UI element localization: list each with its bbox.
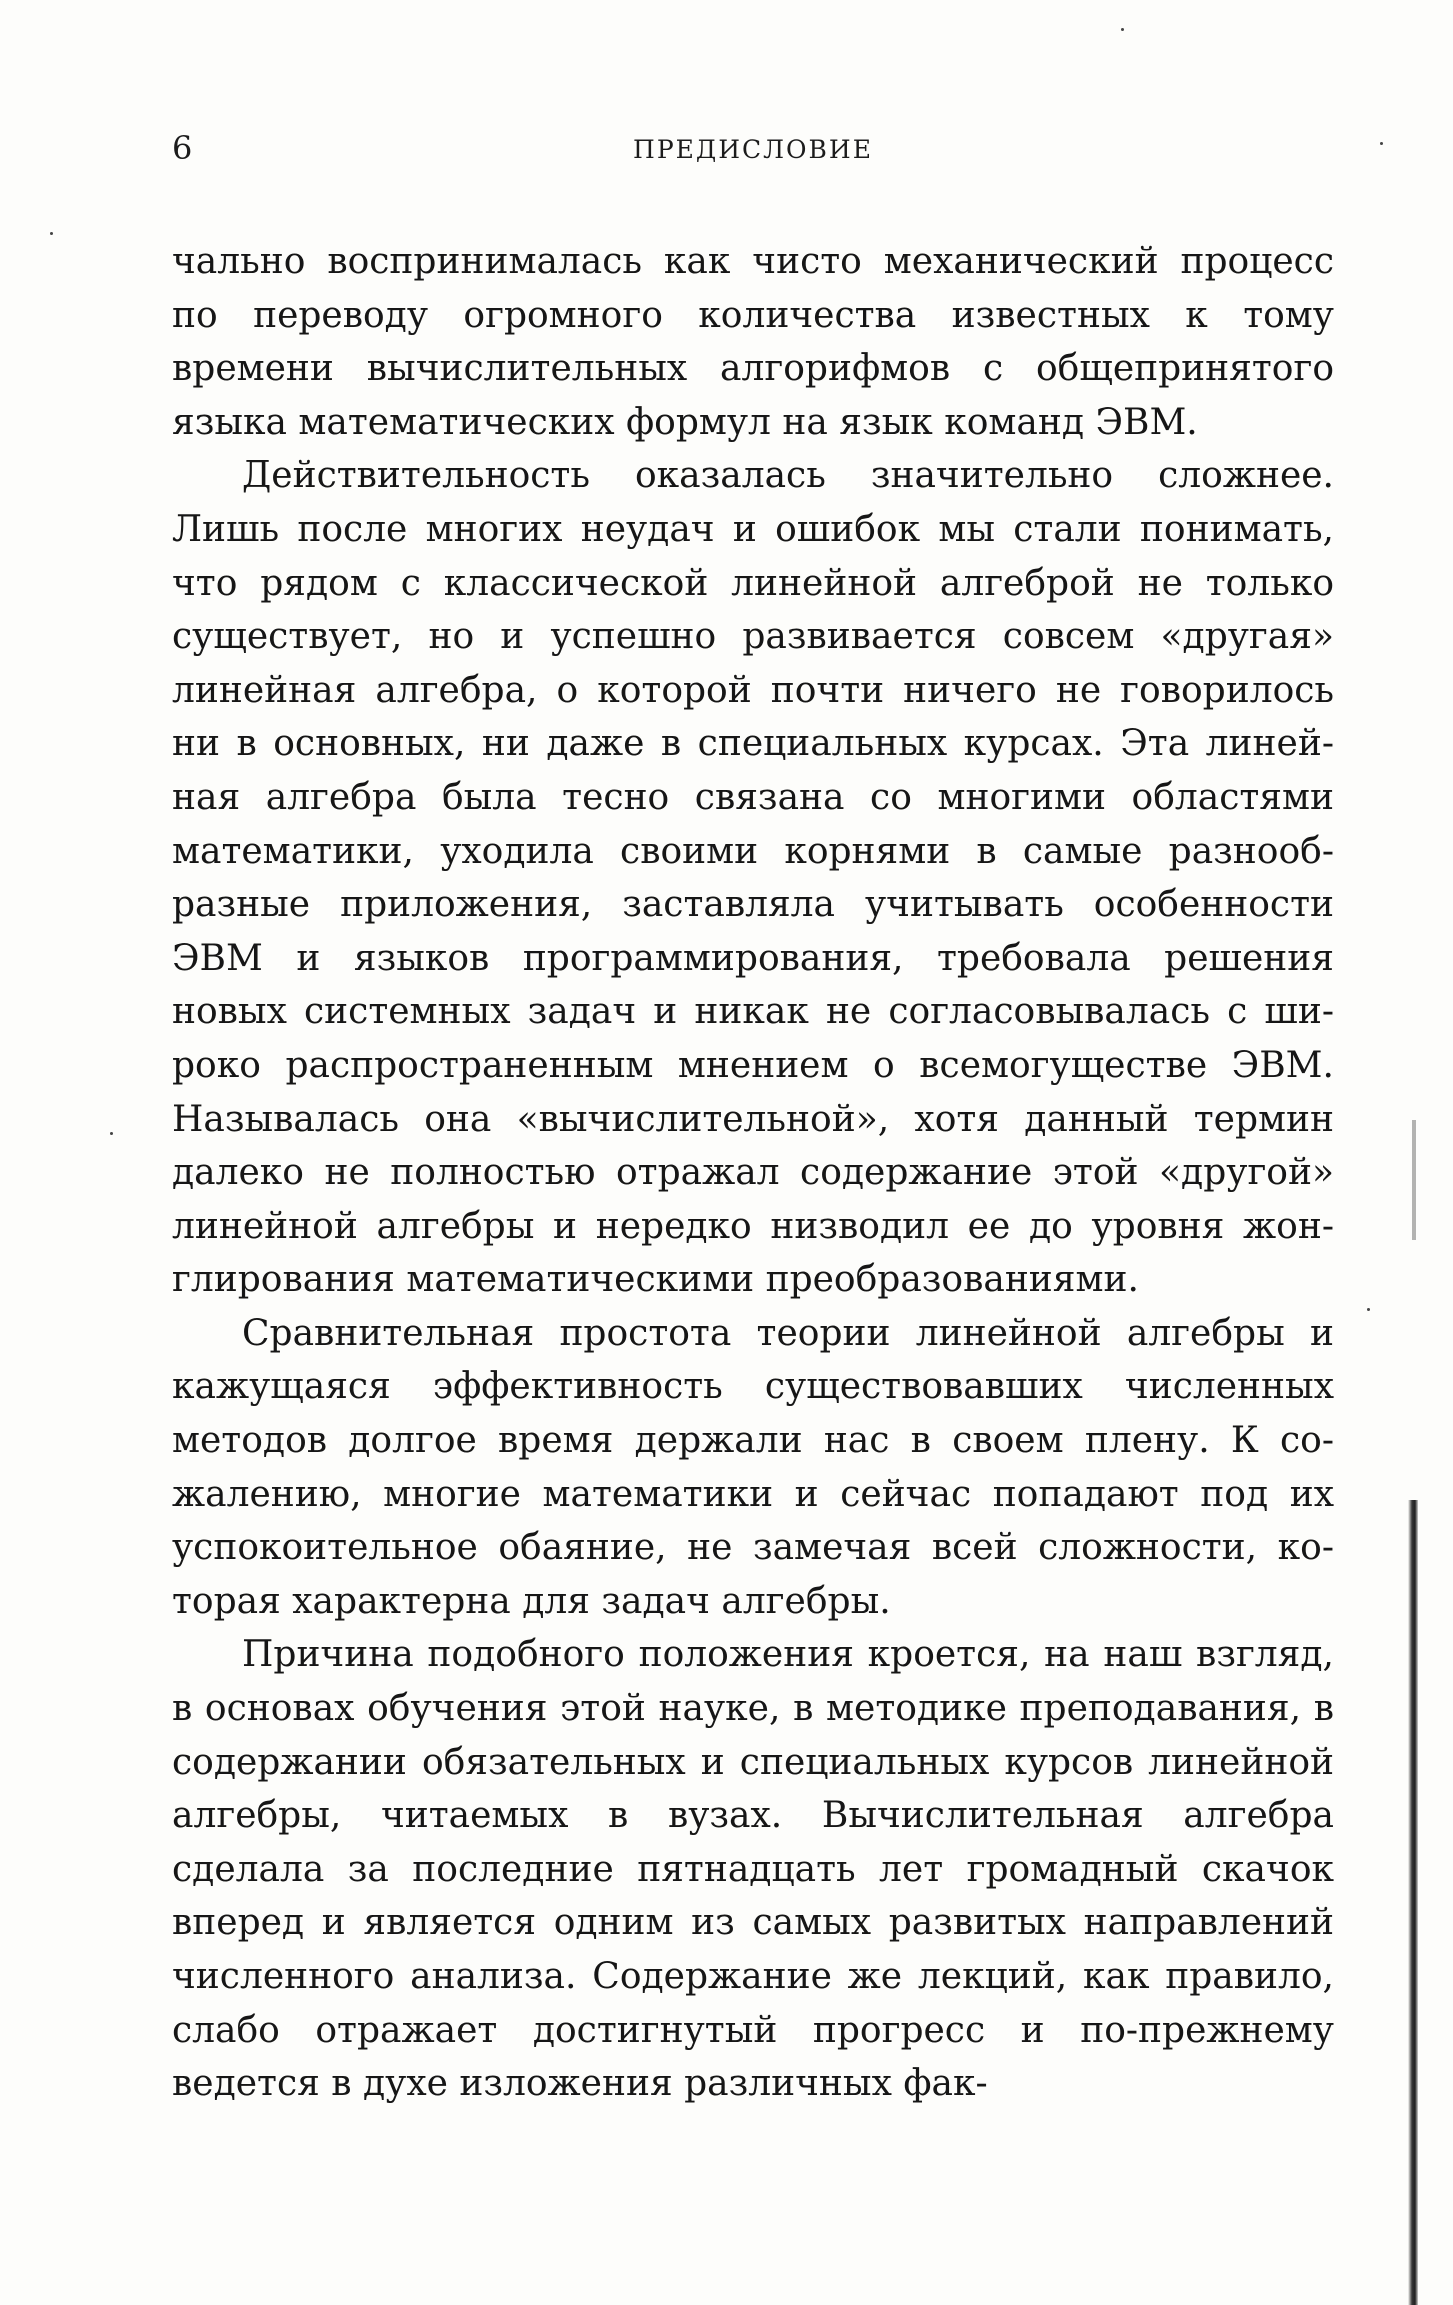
scan-speck <box>110 1132 113 1135</box>
scan-edge-shadow-upper <box>1412 1120 1416 1240</box>
running-title: ПРЕДИСЛОВИЕ <box>633 135 873 164</box>
paragraph-reality: Действительность оказалась значительно сложнее. Лишь после многих неудач и ошибок мы стали понимать, что рядом с классической линейной алгеброй не только существует, но и успешно развивается совсем «другая» линейная алгебра, о которой почти ничего не говорилось ни в основных, ни даже в специальных курсах. Эта линейная алгебра была тесно связана со многими областями математики, уходила своими корнями в самые разнообразные приложения, заставляла учитывать особенности ЭВМ и языков программирования, требовала решения новых системных задач и никак не согласовывалась с широко распространенным мнением о всемогуществе ЭВМ. Называлась она «вычислительной», хотя данный термин далеко не полностью отражал содержание этой «другой» линейной алгебры и нередко низводил ее до уровня жонглирования математическими преобразованиями. <box>172 455 1334 1301</box>
scan-speck <box>1121 28 1124 31</box>
body-text <box>172 235 1334 2111</box>
scan-edge-shadow <box>1408 1500 1418 2305</box>
scan-speck <box>1380 142 1383 145</box>
page-number: 6 <box>172 129 193 167</box>
scan-speck <box>1367 1308 1370 1311</box>
paragraph-continuation: чально воспринималась как чисто механический процесс по переводу огромного количества известных к тому времени вычислительных алгорифмов с общепринятого языка математических формул на язык команд ЭВМ. <box>172 241 1334 443</box>
paragraph-simplicity: Сравнительная простота теории линейной алгебры и кажущаяся эффективность существовавших численных методов долгое время держали нас в своем плену. К сожалению, многие математики и сейчас попадают под их успокоительное обаяние, не замечая всей сложности, которая характерна для задач алгебры. <box>172 1312 1334 1622</box>
scan-speck <box>50 232 53 235</box>
paragraph-reason: Причина подобного положения кроется, на наш взгляд, в основах обучения этой науке, в методике преподавания, в содержании обязательных и специальных курсов линейной алгебры, читаемых в вузах. Вычислительная алгебра сделала за последние пятнадцать лет громадный скачок вперед и является одним из самых развитых направлений численного анализа. Содержание же лекций, как правило, слабо отражает достигнутый прогресс и по-прежнему ведется в духе изложения различных фак- <box>172 1634 1334 2105</box>
running-head <box>172 128 1334 180</box>
